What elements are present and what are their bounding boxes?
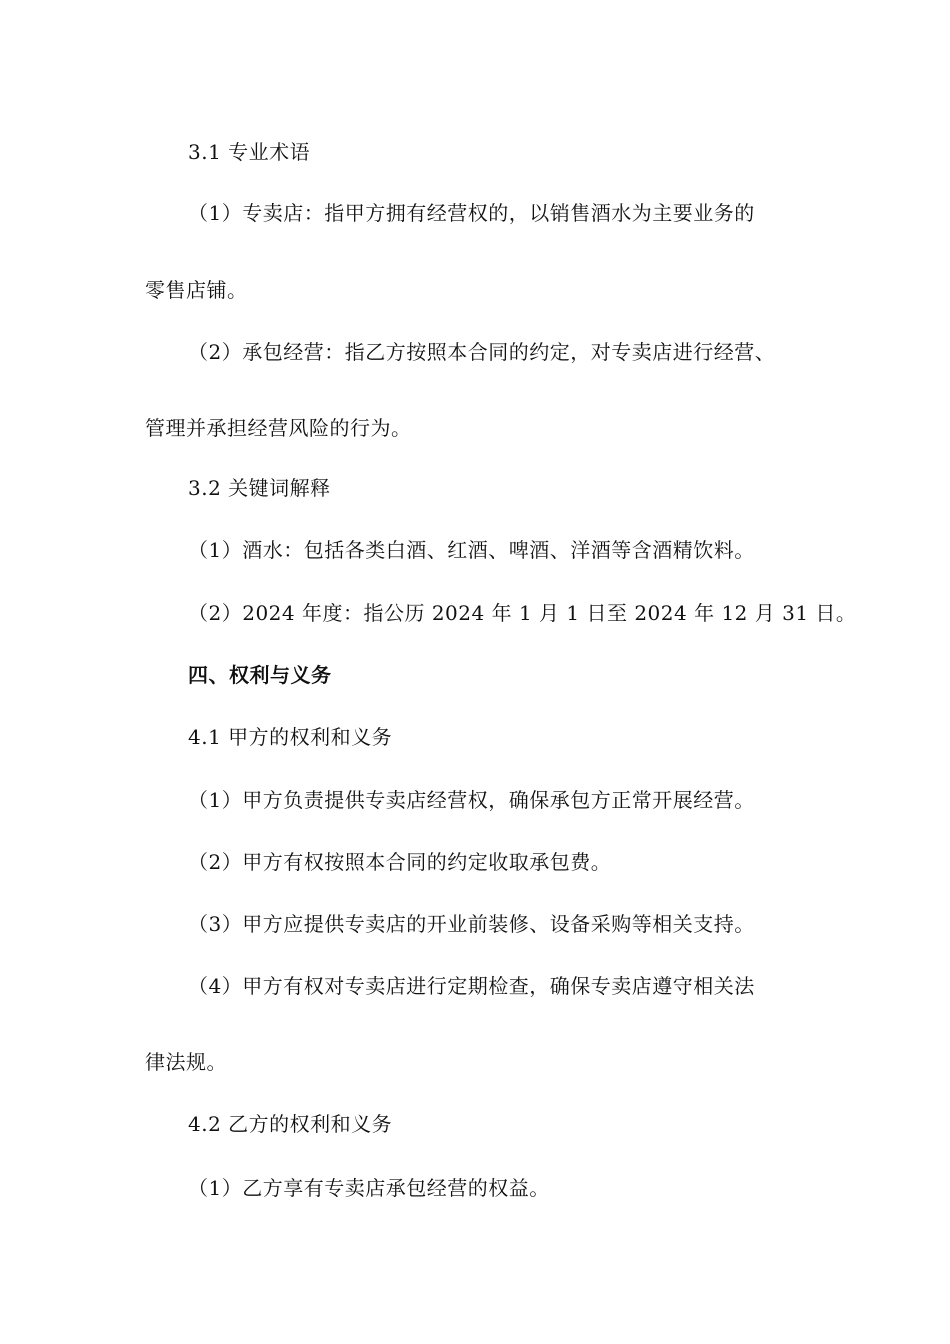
party-a-item-4-line-2: 律法规。 (145, 1050, 227, 1074)
keyword-liquor: （1）酒水：包括各类白酒、红酒、啤酒、洋酒等含酒精饮料。 (188, 538, 755, 562)
party-a-item-4-line-1: （4）甲方有权对专卖店进行定期检查，确保专卖店遵守相关法 (188, 974, 755, 998)
section-4-2-heading: 4.2 乙方的权利和义务 (188, 1112, 393, 1136)
term-store-line-2: 零售店铺。 (145, 278, 248, 302)
section-4-1-heading: 4.1 甲方的权利和义务 (188, 725, 393, 749)
party-a-item-1: （1）甲方负责提供专卖店经营权，确保承包方正常开展经营。 (188, 788, 755, 812)
term-contract-line-2: 管理并承担经营风险的行为。 (145, 416, 412, 440)
term-store-line-1: （1）专卖店：指甲方拥有经营权的，以销售酒水为主要业务的 (188, 201, 755, 225)
term-contract-line-1: （2）承包经营：指乙方按照本合同的约定，对专卖店进行经营、 (188, 340, 776, 364)
section-3-1-heading: 3.1 专业术语 (188, 140, 311, 164)
keyword-year-2024: （2）2024 年度：指公历 2024 年 1 月 1 日至 2024 年 12 月 31 日。 (188, 601, 857, 625)
party-b-item-1: （1）乙方享有专卖店承包经营的权益。 (188, 1176, 550, 1200)
chapter-4-title: 四、权利与义务 (188, 663, 332, 687)
party-a-item-2: （2）甲方有权按照本合同的约定收取承包费。 (188, 850, 612, 874)
party-a-item-3: （3）甲方应提供专卖店的开业前装修、设备采购等相关支持。 (188, 912, 755, 936)
section-3-2-heading: 3.2 关键词解释 (188, 476, 331, 500)
